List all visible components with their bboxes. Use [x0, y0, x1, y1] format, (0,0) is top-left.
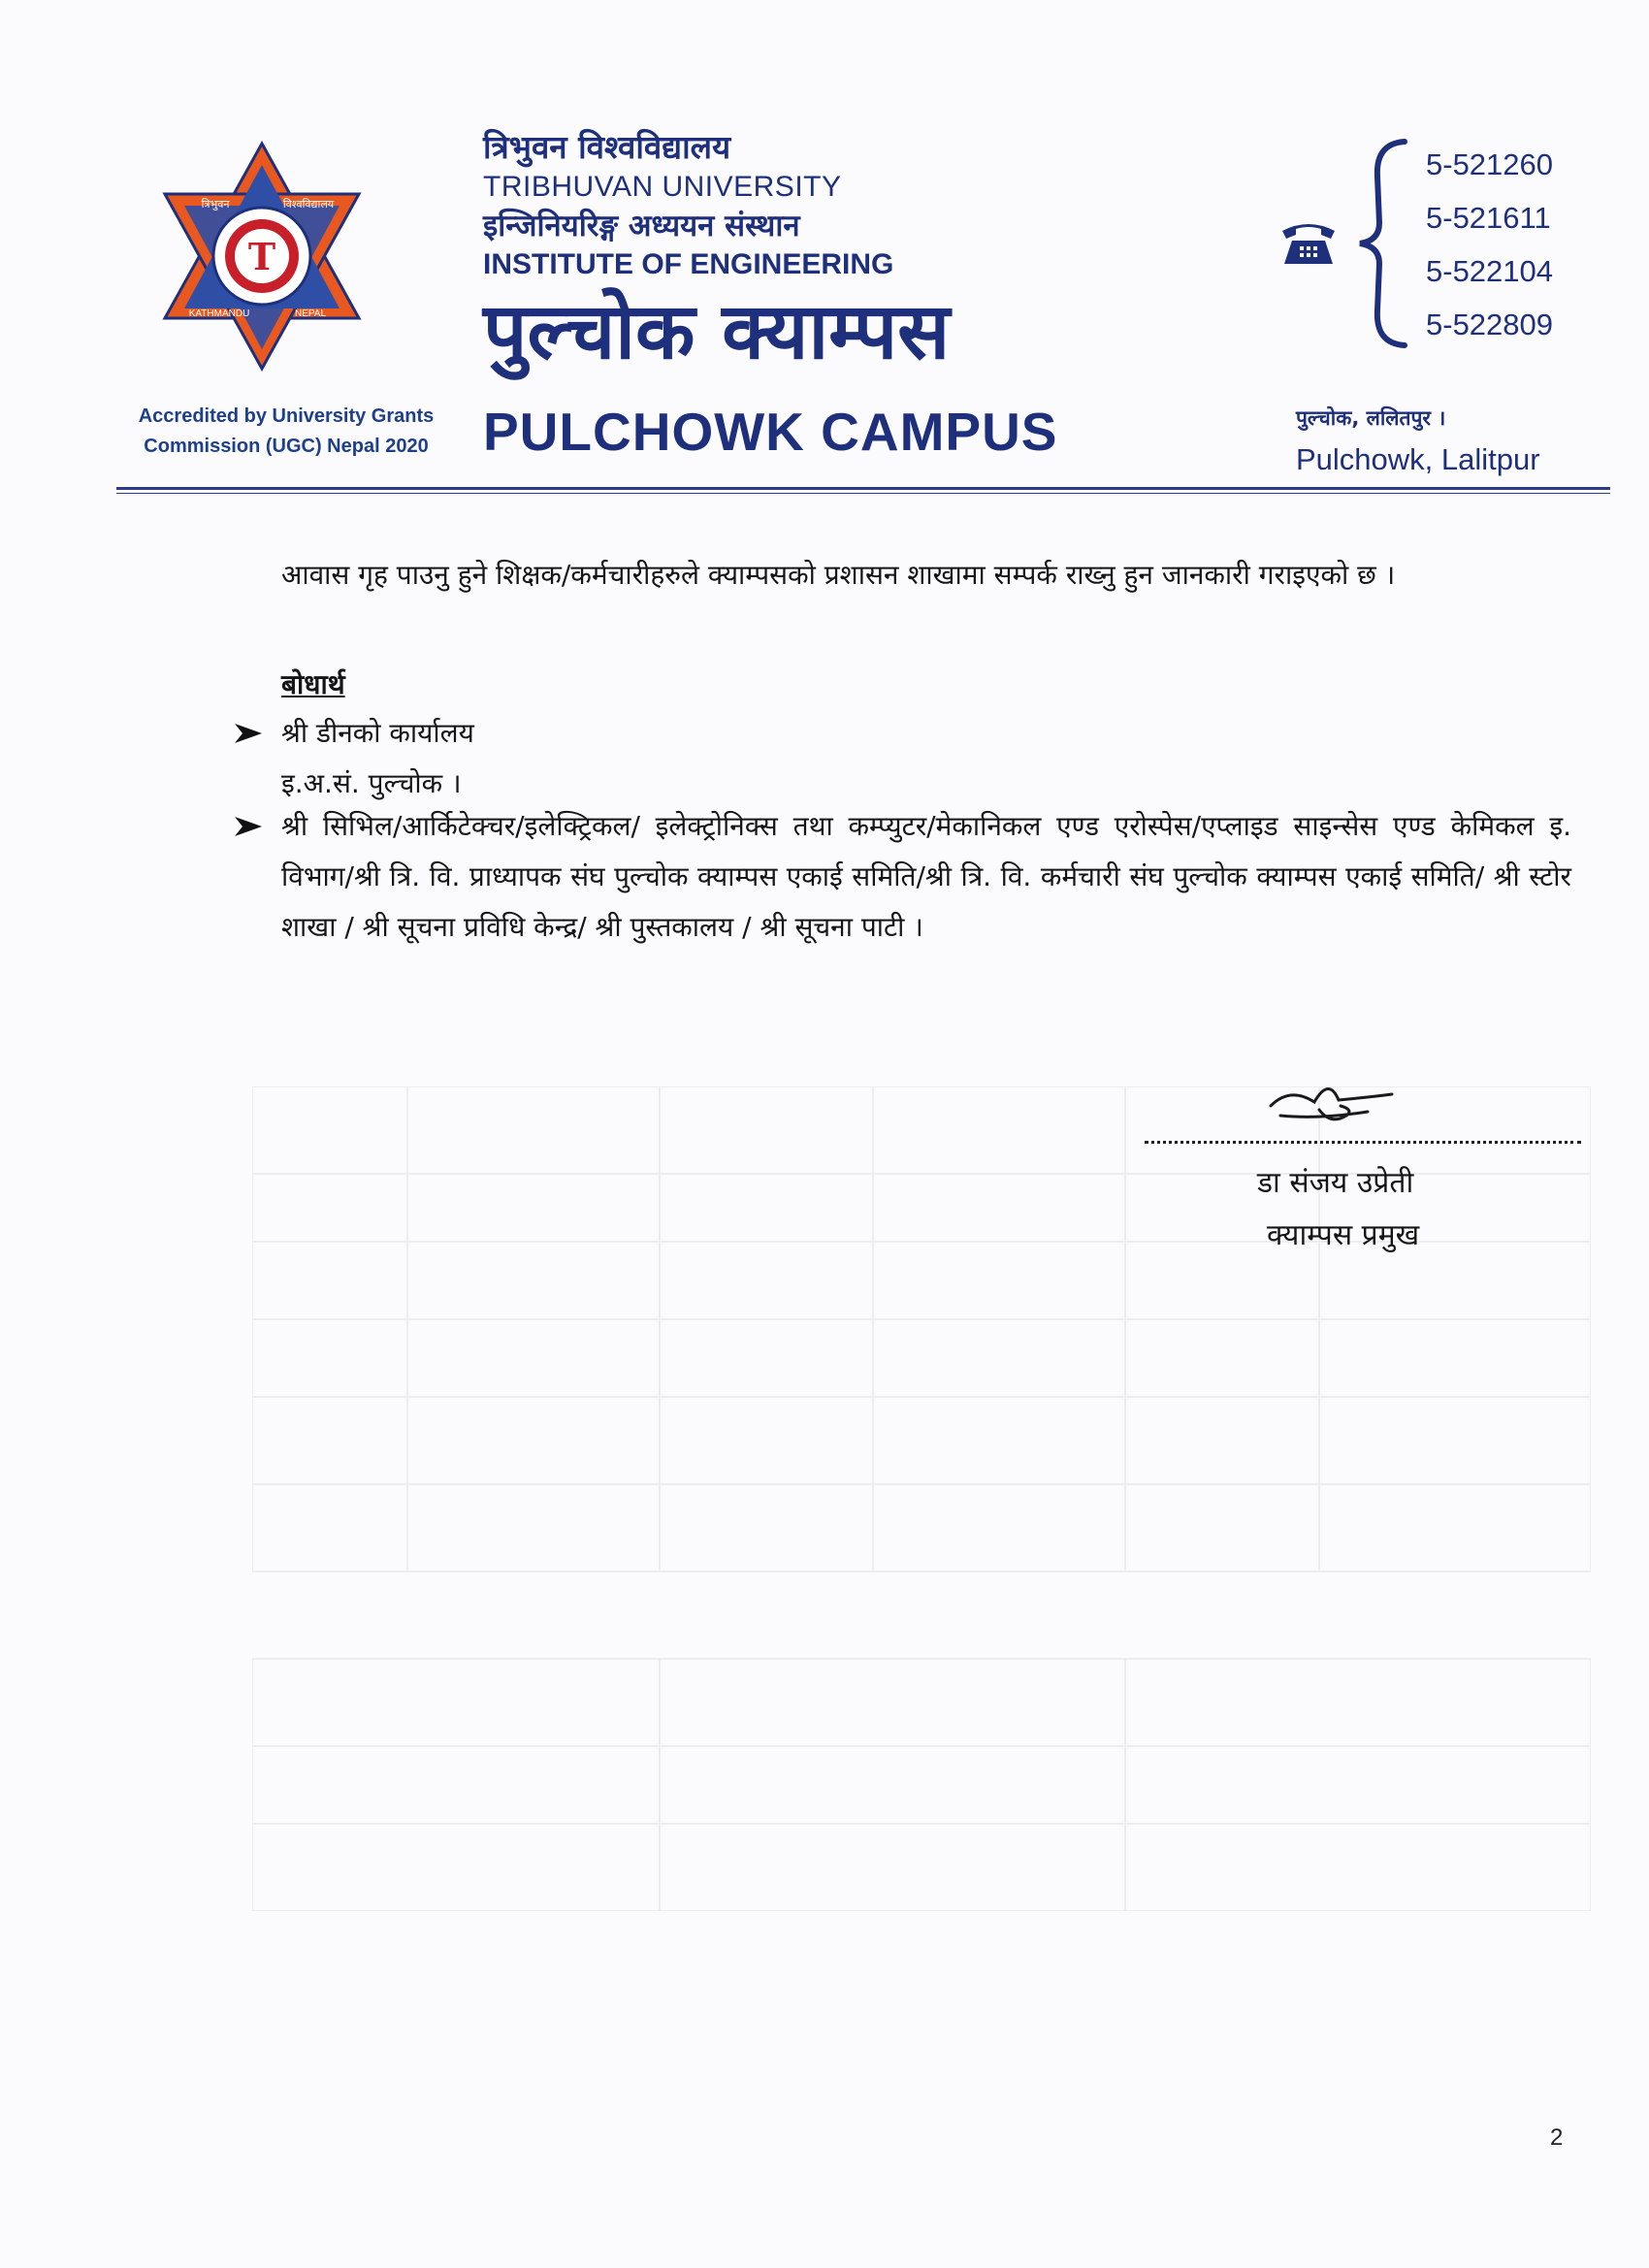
university-name-en: TRIBHUVAN UNIVERSITY	[483, 171, 842, 203]
signatory-name: डा संजय उप्रेती	[1257, 1166, 1414, 1200]
header-divider	[116, 487, 1610, 490]
campus-name-en: PULCHOWK CAMPUS	[483, 402, 1058, 462]
accreditation-line-2: Commission (UGC) Nepal 2020	[144, 436, 429, 457]
emblem-right-text: विश्वविद्यालय	[282, 198, 335, 211]
campus-name-np: पुल्चोक क्याम्पस	[483, 286, 951, 376]
university-name-np: त्रिभुवन विश्वविद्यालय	[483, 128, 731, 166]
cc-heading: बोधार्थ	[281, 668, 345, 700]
phone-number: 5-521611	[1426, 201, 1551, 235]
phone-brace	[1354, 138, 1412, 349]
accreditation-note	[112, 402, 461, 462]
university-emblem-icon	[155, 136, 369, 378]
address-en: Pulchowk, Lalitpur	[1296, 442, 1540, 476]
institute-name-np: इन्जिनियरिङ्ग अध्ययन संस्थान	[483, 209, 800, 243]
institute-name-en: INSTITUTE OF ENGINEERING	[483, 248, 894, 280]
page-number: 2	[1550, 2124, 1564, 2151]
address-np: पुल्चोक, ललितपुर ।	[1296, 406, 1446, 430]
cc-item-line-2: इ.अ.सं. पुल्चोक ।	[281, 767, 462, 799]
cc-item-line-1: श्री डीनको कार्यालय	[281, 717, 474, 749]
show-through-table	[252, 1086, 1591, 1911]
emblem-letter: T	[247, 235, 276, 278]
institution-heading	[483, 126, 1220, 283]
phone-number: 5-522104	[1426, 254, 1554, 288]
header-divider-thin	[116, 493, 1610, 494]
emblem-left-text: त्रिभुवन	[201, 198, 230, 211]
cc-item-text: श्री सिभिल/आर्किटेक्चर/इलेक्ट्रिकल/ इलेक्ट्रोनिक्स तथा कम्प्युटर/मेकानिकल एण्ड एरोस्पेस/एप्लाइड साइन्सेस एण्ड केमिकल इ. विभाग/श्री त्रि. वि. प्राध्यापक संघ पुल्चोक क्याम्पस एकाई समिति/श्री त्रि. वि. कर्मचारी संघ पुल्चोक क्याम्पस एकाई समिति/ श्री स्टोर शाखा / श्री सूचना प्रविधि केन्द्र/ श्री पुस्तकालय / श्री सूचना पाटी ।	[281, 810, 1571, 943]
telephone-icon	[1278, 217, 1339, 268]
arrow-bullet-icon	[233, 815, 264, 838]
phone-number: 5-522809	[1426, 308, 1554, 341]
notice-paragraph: आवास गृह पाउनु हुने शिक्षक/कर्मचारीहरुले क्याम्पसको प्रशासन शाखामा सम्पर्क राख्नु हुन जानकारी गराइएको छ ।	[281, 559, 1396, 591]
emblem-bottom-left: KATHMANDU	[188, 308, 250, 319]
phone-number: 5-521260	[1426, 147, 1554, 181]
signatory-title: क्याम्पस प्रमुख	[1267, 1218, 1420, 1252]
cc-item	[233, 708, 1571, 809]
accreditation-line-1: Accredited by University Grants	[138, 405, 435, 427]
phone-numbers	[1426, 138, 1553, 351]
cc-item	[233, 801, 1571, 953]
emblem-bottom-right: NEPAL	[294, 308, 327, 319]
arrow-bullet-icon	[233, 722, 264, 745]
signature-line	[1145, 1112, 1581, 1144]
